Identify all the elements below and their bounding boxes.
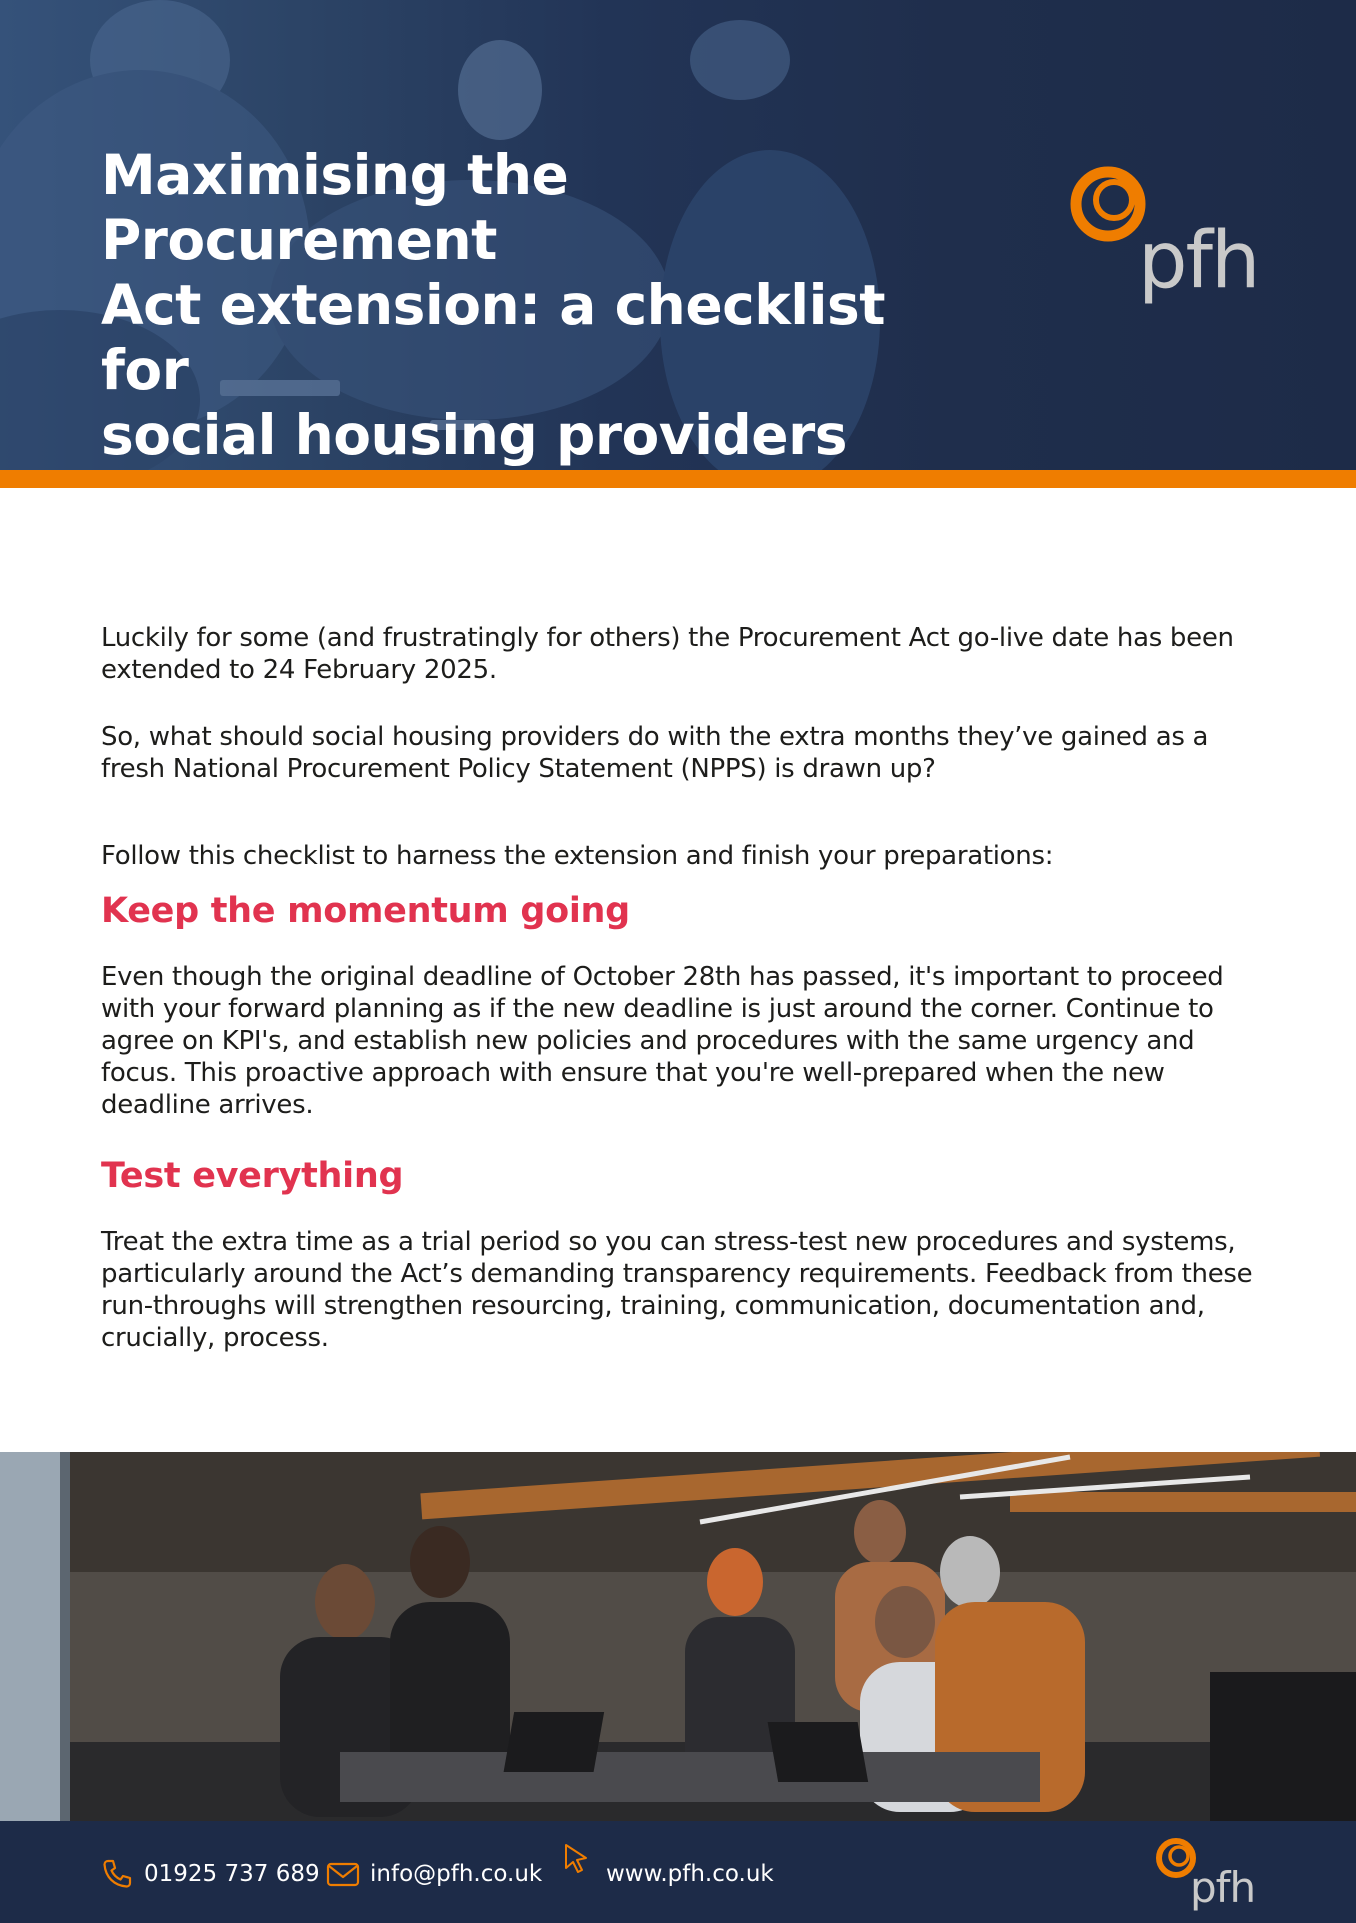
title-line: Maximising the Procurement (101, 143, 569, 272)
page-title (101, 143, 981, 468)
section-text-test: Treat the extra time as a trial period so you can stress-test new procedures and systems, particularly around the Act’s demanding transparency requirements. Feedback from these run-throughs will strengthen resourcing, training, communication, documentation and, crucially, process. (101, 1227, 1253, 1353)
intro-paragraph-3: Follow this checklist to harness the extension and finish your preparations: (101, 841, 1054, 871)
intro-paragraph-1: Luckily for some (and frustratingly for others) the Procurement Act go-live date has been extended to 24 February 2025. (101, 623, 1234, 685)
pfh-logo (1064, 162, 1264, 307)
email-address: info@pfh.co.uk (370, 1861, 543, 1887)
phone-number: 01925 737 689 (144, 1861, 320, 1887)
pfh-footer-logo (1152, 1836, 1262, 1912)
section-heading-momentum: Keep the momentum going (101, 891, 630, 931)
intro-paragraph-2: So, what should social housing providers do with the extra months they’ve gained as a fresh National Procurement Policy Statement (NPPS) is drawn up? (101, 722, 1209, 784)
footer-logo-wordmark: pfh (1190, 1863, 1256, 1912)
phone-icon (100, 1857, 134, 1891)
mail-icon (326, 1857, 360, 1891)
footer-website[interactable] (562, 1856, 774, 1892)
logo-wordmark: pfh (1138, 216, 1259, 306)
header-accent-bar (0, 470, 1356, 488)
footer-phone[interactable] (100, 1856, 320, 1892)
header-banner (0, 0, 1356, 470)
section-text-momentum: Even though the original deadline of October 28th has passed, it's important to proceed with your forward planning as if the new deadline is just around the corner. Continue to agree on KPI's, and establish new policies and procedures with the same urgency and focus. This proactive approach with ensure that you're well-prepared when the new deadline arrives. (101, 962, 1224, 1120)
website-url: www.pfh.co.uk (606, 1861, 774, 1887)
section-heading-test: Test everything (101, 1156, 404, 1196)
title-line: social housing providers (101, 403, 847, 467)
footer-email[interactable] (326, 1856, 542, 1892)
title-line: Act extension: a checklist for (101, 273, 886, 402)
cursor-icon (562, 1842, 596, 1876)
office-team-photo (0, 1452, 1356, 1821)
